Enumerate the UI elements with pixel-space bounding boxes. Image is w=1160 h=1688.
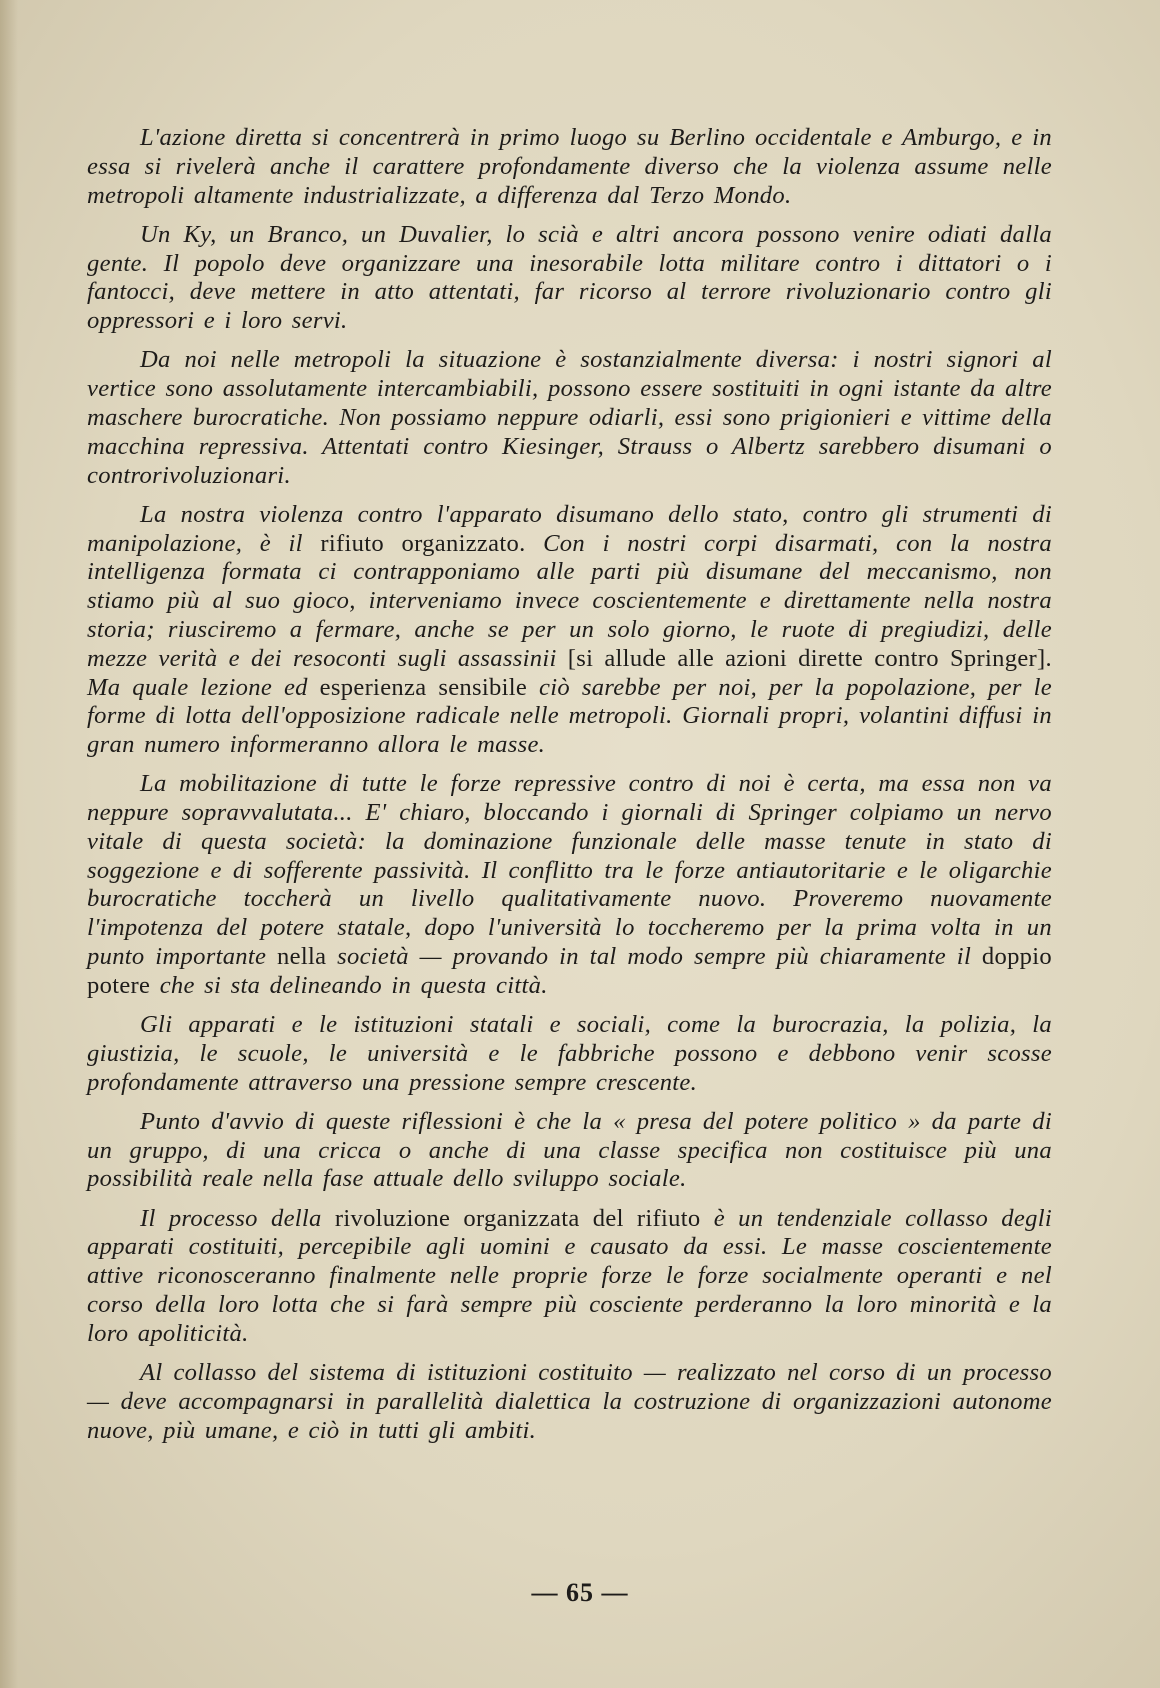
text-run: Al collasso del sistema di istituzioni costituito — realizzato nel corso di un processo — deve accompagnarsi in parallelità dialettica la costruzione di organizzazioni autonome nuove, più umane, e ciò in tutti gli ambiti. bbox=[87, 1359, 1052, 1444]
roman-text-run: nella bbox=[277, 943, 327, 971]
text-run: è un tendenziale collasso degli apparati costituiti, percepibile agli uomini e causato da essi. Le masse coscientemente attive riconosceranno finalmente nelle proprie forze le forze socialmente operanti e nel corso della loro lotta che si farà sempre più cosciente perderanno la loro minorità e la loro apoliticità. bbox=[87, 1204, 1052, 1347]
paragraph-8 bbox=[87, 1205, 1052, 1349]
body-text bbox=[87, 124, 1052, 1456]
text-run: La nostra violenza contro l'apparato disumano dello stato, contro gli strumenti di manipolazione, è il bbox=[87, 500, 1052, 557]
paragraph-2 bbox=[87, 221, 1052, 336]
roman-text-run: esperienza sensibile bbox=[319, 673, 528, 701]
text-run: La mobilitazione di tutte le forze repressive contro di noi è certa, ma essa non va neppure sopravvalutata... E' chiaro, bloccando i giornali di Springer colpiamo un nervo vitale di questa società: la dominazione funzionale delle masse tenute in stato di soggezione e di sofferente passività. Il conflitto tra le forze antiautoritarie e le oligarchie burocratiche toccherà un livello qualitativamente nuovo. Proveremo nuovamente l'impotenza del potere statale, dopo l'università lo toccheremo per la prima volta in un punto importante bbox=[87, 770, 1052, 971]
text-run: Il processo della bbox=[140, 1204, 335, 1232]
text-run: ciò sarebbe per noi, per la popolazione, per le forme di lotta dell'opposizione radicale nelle metropoli. Giornali propri, volantini diffusi in gran numero informeranno allora le masse. bbox=[87, 673, 1053, 759]
text-run: Gli apparati e le istituzioni statali e sociali, come la burocrazia, la polizia, la giustizia, le scuole, le università e le fabbriche possono e debbono venir scosse profondamente attraverso una pressione sempre crescente. bbox=[87, 1011, 1052, 1096]
text-run: società — provando in tal modo sempre più chiaramente il bbox=[326, 943, 982, 971]
page-number: — 65 — bbox=[531, 1578, 629, 1607]
paragraph-1 bbox=[87, 124, 1052, 210]
text-run: Punto d'avvio di queste riflessioni è che la « presa del potere politico » da parte di un gruppo, di una cricca o anche di una classe specifica non costituisce più una possibilità reale nella fase attuale dello sviluppo sociale. bbox=[87, 1107, 1052, 1193]
text-run: Ma quale lezione ed bbox=[87, 673, 320, 701]
text-run: che si sta delineando in questa città. bbox=[150, 971, 548, 999]
text-run: Da noi nelle metropoli la situazione è sostanzialmente diversa: i nostri signori al vertice sono assolutamente intercambiabili, possono essere sostituiti in ogni istante da altre maschere burocratiche. Non possiamo neppure odiarli, essi sono prigionieri e vittime della macchina repressiva. Attentati contro Kiesinger, Strauss o Albertz sarebbero disumani o controrivoluzionari. bbox=[87, 346, 1052, 489]
paragraph-6 bbox=[87, 1011, 1052, 1097]
roman-text-run: rivoluzione organizzata del rifiuto bbox=[334, 1204, 701, 1232]
paragraph-9 bbox=[87, 1359, 1052, 1445]
text-run: Con i nostri corpi disarmati, con la nostra intelligenza formata ci contrapponiamo alle parti più disumane del meccanismo, non stiamo più al suo gioco, interveniamo invece coscientemente e direttamente nella nostra storia; riusciremo a fermare, anche se per un solo giorno, le ruote di pregiudizi, delle mezze verità e dei resoconti sugli assassinii bbox=[87, 529, 1052, 672]
roman-text-run: doppio potere bbox=[87, 943, 1052, 999]
binding-shadow bbox=[0, 0, 18, 1688]
roman-text-run: rifiuto organizzato. bbox=[320, 529, 526, 557]
text-run: L'azione diretta si concentrerà in primo luogo su Berlino occidentale e Amburgo, e in essa si rivelerà anche il carattere profondamente diverso che la violenza assume nelle metropoli altamente industrializzate, a differenza dal Terzo Mondo. bbox=[87, 124, 1052, 209]
paragraph-4 bbox=[87, 501, 1052, 760]
paragraph-7 bbox=[87, 1108, 1052, 1194]
text-run: Un Ky, un Branco, un Duvalier, lo scià e altri ancora possono venire odiati dalla gente. Il popolo deve organizzare una inesorabile lotta militare contro i dittatori o i fantocci, deve mettere in atto attentati, far ricorso al terrore rivoluzionario contro gli oppressori e i loro servi. bbox=[87, 220, 1052, 335]
paragraph-5 bbox=[87, 770, 1052, 1000]
paragraph-3 bbox=[87, 346, 1052, 490]
roman-text-run: [si allude alle azioni dirette contro Springer]. bbox=[567, 644, 1052, 672]
